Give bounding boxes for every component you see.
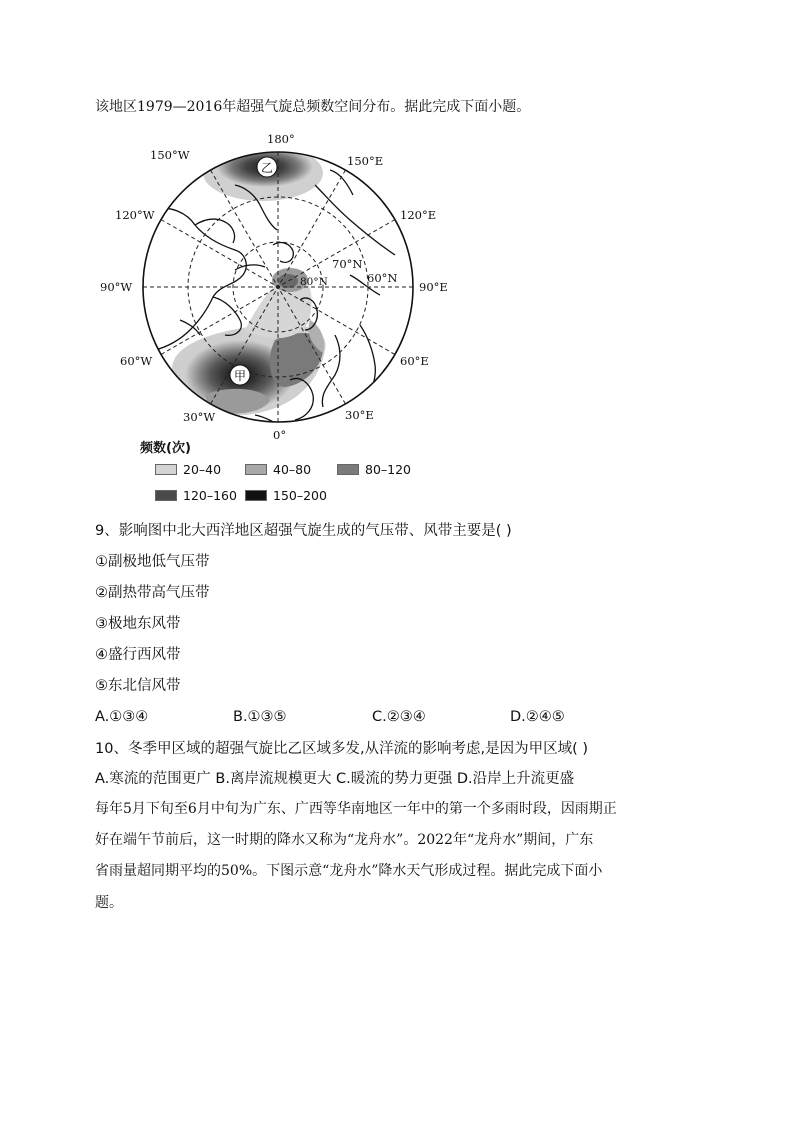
lon-150e-label: 150°E — [347, 154, 384, 168]
lon-180-label: 180° — [267, 132, 295, 146]
lon-60w-label: 60°W — [120, 354, 153, 368]
legend-label: 150–200 — [273, 488, 327, 503]
lon-90w-label: 90°W — [100, 280, 133, 294]
intro-line: 该地区1979—2016年超强气旋总频数空间分布。据此完成下面小题。 — [95, 99, 531, 115]
legend-swatch — [245, 490, 267, 501]
lat-80n-label: 80°N — [300, 276, 328, 288]
region-jia-marker — [230, 365, 250, 385]
lon-150w-label: 150°W — [150, 148, 190, 162]
q9-stem: 9、影响图中北大西洋地区超强气旋生成的气压带、风带主要是( ) — [95, 523, 512, 539]
polar-map-figure — [95, 125, 465, 450]
q9-option-c[interactable]: C.②③④ — [372, 709, 426, 725]
q9-item: ⑤东北信风带 — [95, 678, 181, 694]
legend-swatch — [155, 464, 177, 475]
legend-item — [155, 488, 237, 503]
q10-stem: 10、冬季甲区域的超强气旋比乙区域多发,从洋流的影响考虑,是因为甲区域( ) — [95, 741, 589, 757]
lon-60e-label: 60°E — [400, 354, 429, 368]
lon-0-label: 0° — [273, 428, 287, 442]
lat-70n-label: 70°N — [332, 257, 363, 271]
q9-item: ④盛行西风带 — [95, 647, 181, 663]
q10-options[interactable]: A.寒流的范围更广 B.离岸流规模更大 C.暖流的势力更强 D.沿岸上升流更盛 — [95, 771, 575, 787]
legend-label: 40–80 — [273, 462, 312, 477]
legend-item — [245, 462, 311, 477]
legend-item — [337, 462, 411, 477]
legend-swatch — [155, 490, 177, 501]
q9-item: ③极地东风带 — [95, 616, 181, 632]
passage-line: 题。 — [95, 895, 123, 911]
polar-stereographic-map — [95, 125, 465, 450]
region-jia-label: 甲 — [233, 369, 247, 383]
q9-option-d[interactable]: D.②④⑤ — [510, 709, 565, 725]
region-yi-label: 乙 — [260, 161, 274, 175]
legend-swatch — [337, 464, 359, 475]
legend-label: 120–160 — [183, 488, 237, 503]
legend-title: 频数(次) — [140, 441, 191, 456]
lon-120w-label: 120°W — [115, 208, 155, 222]
passage-line: 每年5月下旬至6月中旬为广东、广西等华南地区一年中的第一个多雨时段，因雨期正 — [95, 801, 617, 817]
legend-item — [155, 462, 221, 477]
q9-option-b[interactable]: B.①③⑤ — [233, 709, 287, 725]
passage-line: 省雨量超同期平均的50%。下图示意“龙舟水”降水天气形成过程。据此完成下面小 — [95, 863, 603, 879]
q9-item: ②副热带高气压带 — [95, 585, 210, 601]
passage-line: 好在端午节前后，这一时期的降水又称为“龙舟水”。2022年“龙舟水”期间，广东 — [95, 832, 594, 848]
legend-swatch — [245, 464, 267, 475]
lat-60n-label: 60°N — [367, 271, 398, 285]
lon-30e-label: 30°E — [345, 408, 374, 422]
lon-120e-label: 120°E — [400, 208, 437, 222]
lon-30w-label: 30°W — [183, 410, 216, 424]
legend-item — [245, 488, 327, 503]
legend-label: 20–40 — [183, 462, 222, 477]
q9-option-a[interactable]: A.①③④ — [95, 709, 149, 725]
q9-item: ①副极地低气压带 — [95, 554, 210, 570]
lon-90e-label: 90°E — [419, 280, 448, 294]
region-yi-marker — [257, 157, 277, 177]
legend-label: 80–120 — [365, 462, 412, 477]
